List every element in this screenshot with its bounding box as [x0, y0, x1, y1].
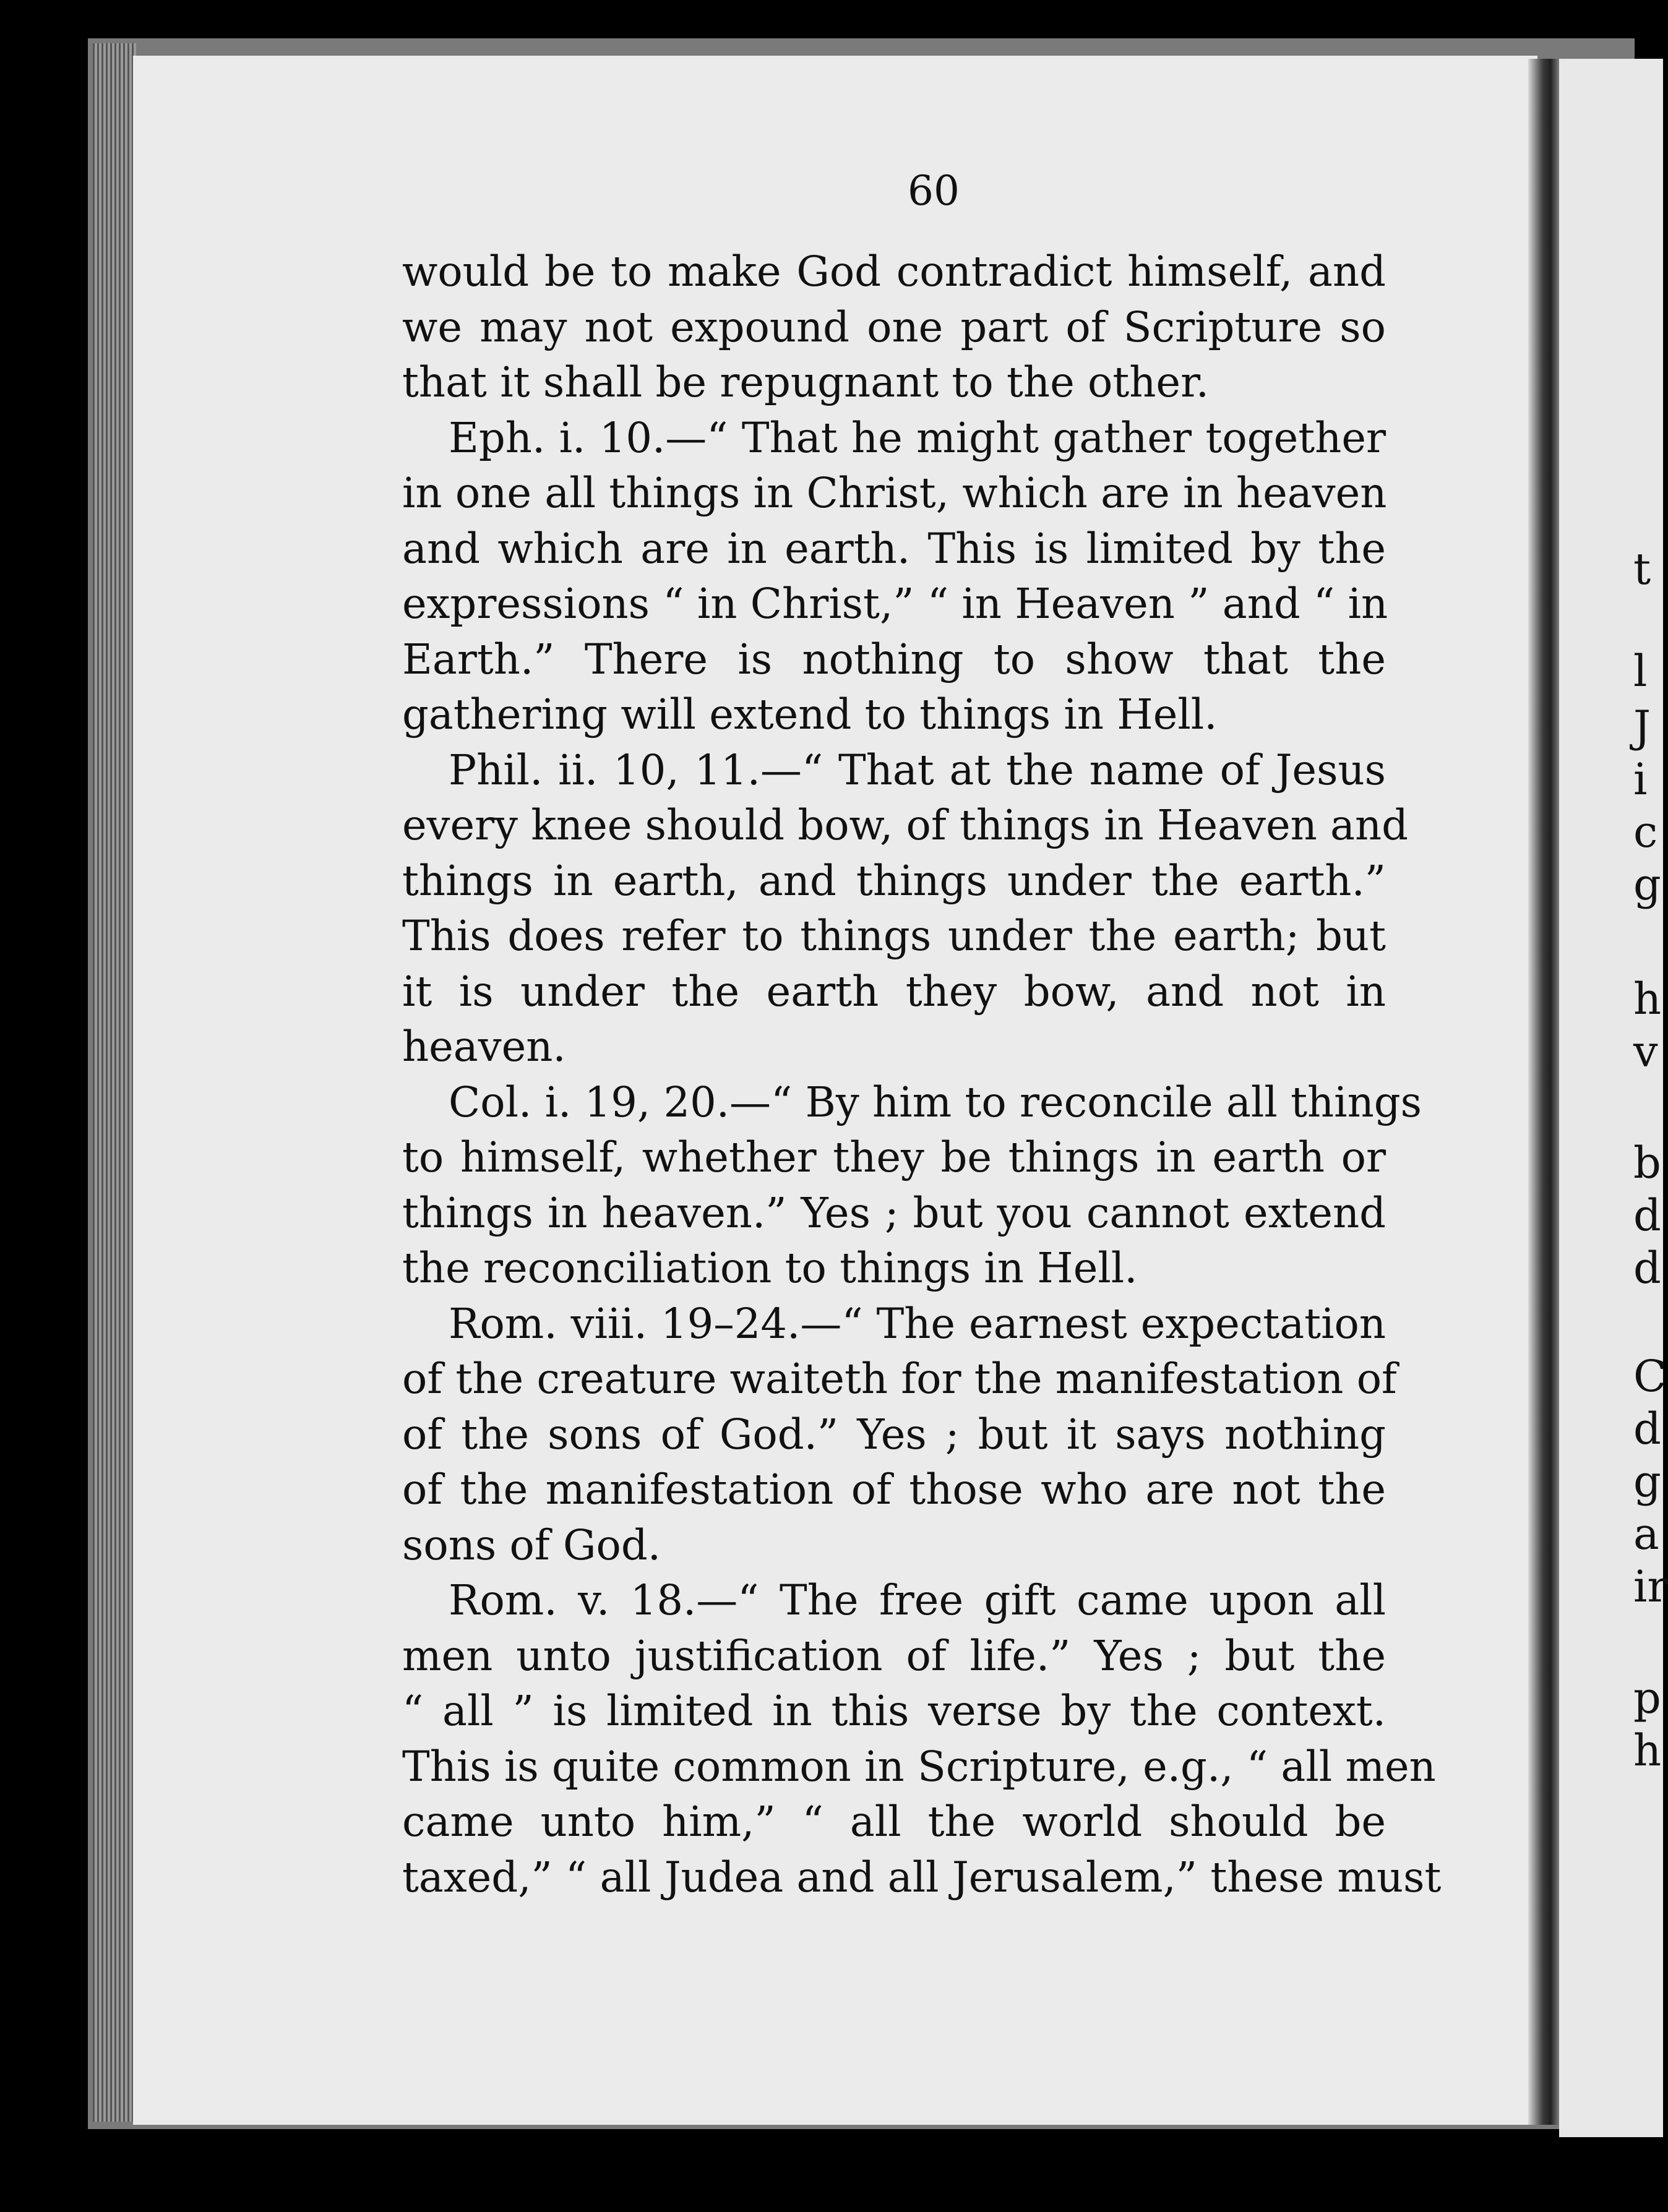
text-line: the reconciliation to things in Hell.	[402, 1244, 1138, 1292]
text-line: things in earth, and things under the earth.”	[402, 856, 1386, 905]
text-line: Rom. viii. 19–24.—“ The earnest expectation	[449, 1299, 1386, 1348]
page-number-text: 60	[908, 167, 960, 215]
right-page-fragment: v	[1633, 1026, 1658, 1077]
right-page-fragment: d	[1633, 1243, 1661, 1293]
text-line: to himself, whether they be things in earth or	[402, 1133, 1386, 1181]
right-page-fragment: l	[1633, 646, 1648, 697]
text-line: in one all things in Christ, which are in heaven	[402, 469, 1387, 517]
page-edges	[93, 43, 136, 2122]
text-line: Earth.” There is nothing to show that the	[402, 635, 1386, 684]
text-line: things in heaven.” Yes ; but you cannot extend	[402, 1188, 1386, 1237]
right-page-fragment: ir	[1633, 1561, 1668, 1612]
right-page-fragment: d	[1633, 1404, 1661, 1454]
text-line: Phil. ii. 10, 11.—“ That at the name of Jesus	[449, 745, 1386, 794]
right-page-fragment: h	[1633, 1725, 1662, 1776]
text-line: sons of God.	[402, 1520, 661, 1569]
right-page-fragment: i	[1633, 754, 1648, 805]
text-line: that it shall be repugnant to the other.	[402, 358, 1210, 406]
text-line: came unto him,” “ all the world should be	[402, 1798, 1386, 1846]
right-page-fragment: g	[1633, 1456, 1661, 1507]
right-page-edge	[1559, 59, 1663, 2137]
text-line: This does refer to things under the earth; but	[402, 912, 1386, 960]
right-page-fragment: g	[1633, 859, 1661, 910]
text-line: of the creature waiteth for the manifestation of	[402, 1355, 1397, 1403]
right-page-fragment: J	[1633, 701, 1651, 752]
text-line: “ all ” is limited in this verse by the context.	[402, 1687, 1386, 1735]
text-line: men unto justification of life.” Yes ; but the	[402, 1631, 1386, 1680]
right-page-fragment: a	[1633, 1509, 1659, 1559]
text-line: we may not expound one part of Scripture so	[402, 302, 1386, 351]
right-page-fragment: h	[1633, 974, 1662, 1024]
text-line: taxed,” “ all Judea and all Jerusalem,” these must	[402, 1853, 1442, 1901]
text-line: expressions “ in Christ,” “ in Heaven ” and “ in	[402, 580, 1388, 628]
text-line: of the manifestation of those who are not the	[402, 1465, 1386, 1514]
page-number	[0, 167, 1663, 215]
right-page-fragment: p	[1633, 1673, 1661, 1723]
right-page-fragment: t	[1633, 544, 1651, 594]
text-line: every knee should bow, of things in Heaven and	[402, 801, 1409, 849]
text-line: This is quite common in Scripture, e.g., “ all men	[402, 1742, 1436, 1791]
right-page-fragment: b	[1633, 1138, 1661, 1188]
body-text	[402, 244, 1442, 1905]
right-page-fragment: C	[1633, 1351, 1667, 1402]
text-line: Col. i. 19, 20.—“ By him to reconcile all things	[449, 1078, 1422, 1126]
text-line: Eph. i. 10.—“ That he might gather together	[449, 413, 1386, 462]
text-line: would be to make God contradict himself, and	[402, 247, 1386, 296]
text-line: it is under the earth they bow, and not in	[402, 967, 1386, 1016]
text-line: Rom. v. 18.—“ The free gift came upon all	[449, 1576, 1386, 1624]
text-line: heaven.	[402, 1022, 566, 1071]
right-page-fragment: d	[1633, 1190, 1661, 1241]
text-line: of the sons of God.” Yes ; but it says nothing	[402, 1410, 1386, 1459]
right-page-fragment: c	[1633, 807, 1658, 857]
text-line: and which are in earth. This is limited by the	[402, 524, 1386, 573]
text-line: gathering will extend to things in Hell.	[402, 690, 1218, 739]
